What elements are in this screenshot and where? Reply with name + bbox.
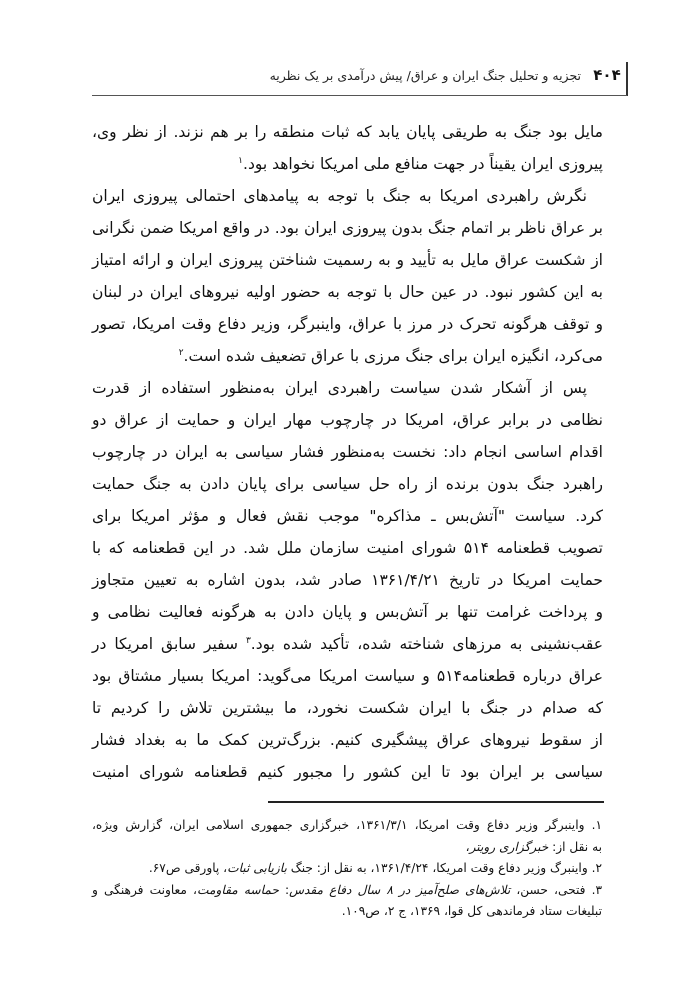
- text-segment: پیروزی ایران یقیناً در جهت منافع ملی امریکا نخواهد بود.: [243, 155, 603, 173]
- text-line: کرد. سیاست "آتش‌بس ـ مذاکره" موجب نقش فعال و مؤثر امریکا برای: [92, 507, 603, 525]
- text-line: به این کشور نبود. در عین حال با توجه به حضور اولیه نیروهای ایران در لبنان: [92, 283, 603, 301]
- text-segment: ۲. واینبرگ وزیر دفاع وقت امریکا، ۱۳۶۱/۴/۲۴، به نقل از: جنگ: [286, 861, 602, 875]
- footnotes: [92, 815, 602, 923]
- footnote-line: [92, 837, 602, 859]
- italic-source: بازیابی ثبات: [227, 861, 287, 875]
- text-line: پس از آشکار شدن سیاست راهبردی ایران به‌منظور استفاده از قدرت: [92, 379, 587, 397]
- text-line: [92, 340, 603, 372]
- header-vertical-rule: [626, 62, 628, 96]
- footnote-line: ۱. واینبرگر وزیر دفاع وقت امریکا، ۱۳۶۱/۳/۱، خبرگزاری جمهوری اسلامی ایران، گزارش ویژه،: [92, 818, 602, 832]
- text-segment: سفیر سابق امریکا در: [92, 635, 246, 653]
- text-line: راهبرد جنگ بدون برنده از راه حل سیاسی برای پایان دادن به جنگ حمایت: [92, 475, 603, 493]
- footnote-line: [92, 880, 602, 902]
- text-line: سیاسی بر ایران بود تا این کشور را مجبور کنیم قطعنامه شورای امنیت: [92, 763, 603, 781]
- footnote-ref[interactable]: ۱: [238, 155, 244, 166]
- text-line: از سقوط نیروهای عراق پیشگیری کنیم. بزرگ‌ترین کمک ما به بغداد فشار: [92, 731, 603, 749]
- text-line: از شکست عراق مایل به تأیید و به رسمیت شناختن پیروزی ایران و ارائه امتیاز: [92, 251, 603, 269]
- text-line: [92, 628, 603, 660]
- page-number: ۴۰۴: [593, 66, 621, 84]
- text-segment: می‌کرد، انگیزه ایران برای جنگ مرزی با عراق تضعیف شده است.: [183, 347, 603, 365]
- text-segment: :: [278, 882, 290, 897]
- text-line: [92, 148, 603, 180]
- text-line: بر عراق ناظر بر اتمام جنگ بدون پیروزی ایران بود. در واقع امریکا ضمن نگرانی: [92, 219, 603, 237]
- text-line: تصویب قطعنامه ۵۱۴ شورای امنیت سازمان ملل شد. در این قطعنامه که با: [92, 539, 603, 557]
- text-segment: عقب‌نشینی به مرزهای شناخته شده، تأکید شده بود.: [250, 635, 603, 653]
- text-line: نظامی در برابر عراق، امریکا در چارچوب مهار ایران و حمایت از عراق دو: [92, 411, 603, 429]
- text-line: اقدام اساسی انجام داد: نخست به‌منظور فشار سیاسی به ایران در چارچوب: [92, 443, 603, 461]
- footnote-separator: [268, 801, 604, 803]
- running-title: تجزیه و تحلیل جنگ ایران و عراق/ پیش درآمدی بر یک نظریه: [269, 68, 581, 83]
- text-segment: به نقل از:: [548, 839, 602, 854]
- text-line: نگرش راهبردی امریکا به جنگ با توجه به پیامدهای احتمالی پیروزی ایران: [92, 187, 587, 205]
- text-line: مایل بود جنگ به طریقی پایان یابد که ثبات منطقه را بر هم نزند. از نظر وی،: [92, 123, 603, 141]
- text-segment: ، معاونت فرهنگی و: [92, 882, 197, 897]
- footnote-ref[interactable]: ۲: [178, 347, 184, 358]
- footnote-line: [92, 858, 602, 880]
- text-line: عراق درباره قطعنامه۵۱۴ و سیاست امریکا می‌گوید: امریکا بسیار مشتاق بود: [92, 667, 603, 685]
- footnote-ref[interactable]: ۳: [245, 635, 251, 646]
- footnote-line: تبلیغات ستاد فرماندهی کل قوا، ۱۳۶۹، ج ۲، ص۱۰۹.: [341, 904, 602, 918]
- text-line: و پرداخت غرامت تنها بر آتش‌بس و پایان دادن به هرگونه فعالیت نظامی و: [92, 603, 603, 621]
- text-segment: ،: [465, 839, 470, 854]
- italic-source: تلاش‌های صلح‌آمیز در ۸ سال دفاع مقدس: [289, 882, 511, 897]
- text-line: حمایت امریکا در تاریخ ۱۳۶۱/۴/۲۱ صادر شد، بدون اشاره به تعیین متجاوز: [92, 571, 603, 589]
- text-line: و توقف هرگونه تحرک در مرز با عراق، واینبرگر، وزیر دفاع وقت امریکا، تصور: [92, 315, 603, 333]
- italic-source: خبرگزاری رویتر: [469, 839, 549, 854]
- text-segment: ۳. فتحی، حسن،: [510, 882, 603, 897]
- italic-source: حماسه مقاومت: [196, 882, 279, 897]
- header-rule: [92, 95, 627, 96]
- body-text: [92, 116, 603, 788]
- text-line: که صدام در جنگ با ایران شکست نخورد، ما بیشترین تلاش را کردیم تا: [92, 699, 603, 717]
- text-segment: ، پاورقی ص۶۷.: [148, 861, 228, 875]
